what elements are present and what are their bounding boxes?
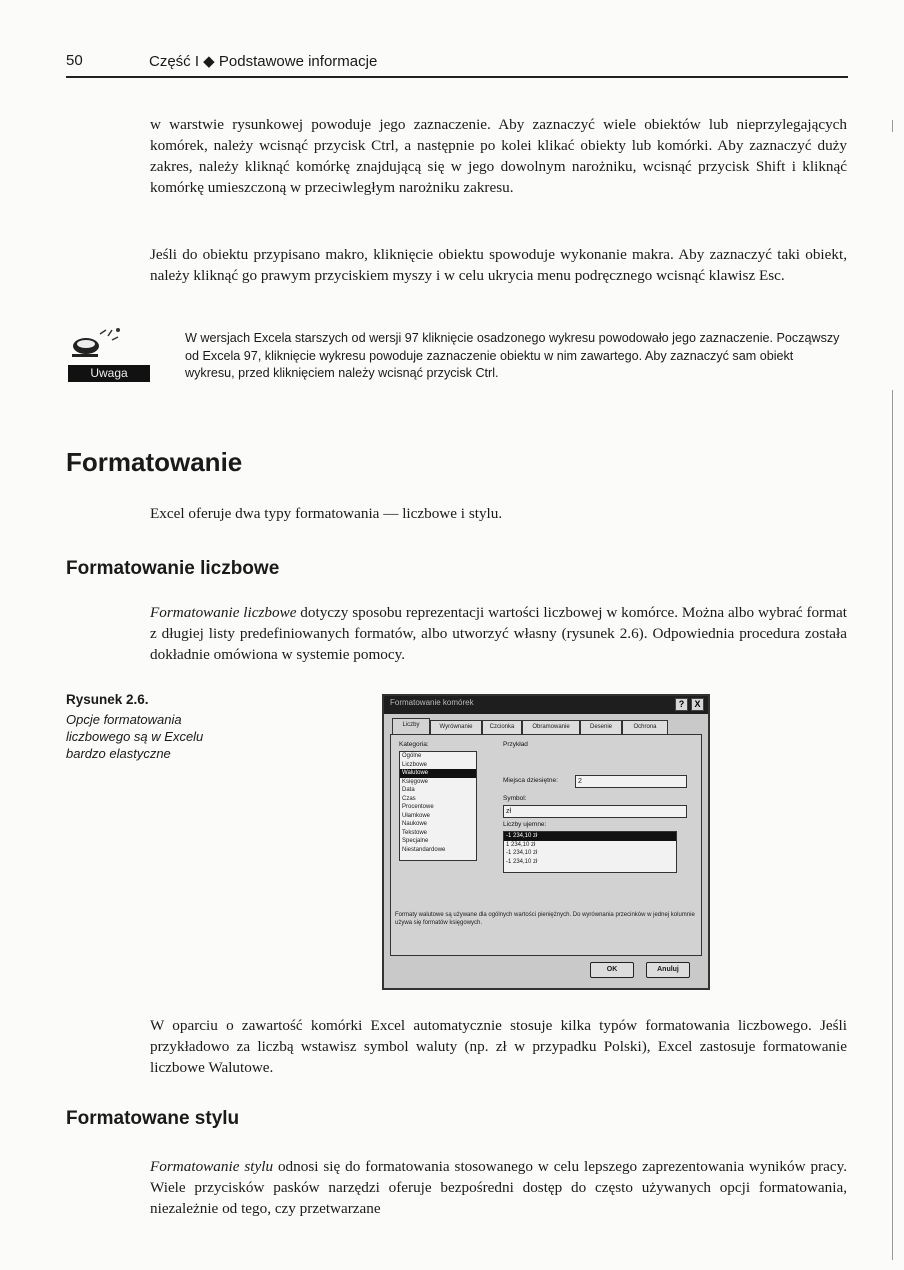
category-list[interactable] <box>399 751 477 861</box>
tab-font[interactable]: Czcionka <box>482 720 522 735</box>
list-item[interactable]: -1 234,10 zł <box>506 850 538 856</box>
format-cells-dialog <box>382 694 710 990</box>
decimals-input[interactable]: 2 <box>575 775 687 788</box>
decimals-label: Miejsca dziesiętne: <box>503 777 558 784</box>
tab-protection[interactable]: Ochrona <box>622 720 668 735</box>
cancel-button[interactable]: Anuluj <box>646 962 690 978</box>
list-item[interactable]: Czas <box>402 795 416 802</box>
note-text: W wersjach Excela starszych od wersji 97 kliknięcie osadzonego wykresu powodowało jego zaznaczenie. Począwszy od Excela 97, kliknięcie wykresu powoduje zaznaczenie obiektu w nim zawartego. Aby zaznaczyć sam obiekt wykresu, przed kliknięciem należy wcisnąć przycisk Ctrl. <box>185 331 840 380</box>
page-number: 50 <box>66 52 83 69</box>
list-item[interactable]: Księgowe <box>402 778 429 785</box>
paragraph-style-format <box>150 1156 847 1219</box>
list-item[interactable]: Ogólne <box>402 753 422 759</box>
ok-button[interactable]: OK <box>590 962 634 978</box>
note-badge: Uwaga <box>68 365 150 382</box>
list-item[interactable]: Ułamkowe <box>402 812 431 819</box>
section-title: Formatowanie <box>66 447 243 477</box>
page-header <box>66 50 848 78</box>
negatives-label: Liczby ujemne: <box>503 821 547 828</box>
paragraph-auto-format: W oparciu o zawartość komórki Excel automatycznie stosuje kilka typów formatowania liczbowego. Jeśli przykładowo za liczbą wstawisz symbol waluty (np. zł w przypadku Polski), Excel zastosuje formatowanie liczbowe Walutowe. <box>150 1017 847 1076</box>
help-button[interactable]: ? <box>675 698 688 711</box>
tab-numbers[interactable]: Liczby <box>392 718 430 735</box>
close-button[interactable]: X <box>691 698 704 711</box>
category-label: Kategoria: <box>399 741 429 748</box>
list-item[interactable]: Naukowe <box>402 821 428 827</box>
scan-mark <box>892 120 893 132</box>
list-item[interactable]: Specjalne <box>402 838 429 844</box>
term-number-format: Formatowanie liczbowe <box>150 604 297 621</box>
paragraph-selection: w warstwie rysunkowej powoduje jego zaznaczenie. Aby zaznaczyć wiele obiektów lub nieprzylegających komórek, należy wcisnąć przycisk Ctrl, a następnie po kolei klikać obiekty lub komórki. Aby zaznaczyć duży zakres, należy kliknąć komórkę znajdującą się w jego dowolnym narożniku, wcisnąć przycisk Shift i kliknąć komórkę umieszczoną w przeciwległym narożniku zakresu. <box>150 116 847 196</box>
numbers-panel <box>390 734 702 956</box>
style-format-text: odnosi się do formatowania stosowanego w celu lepszego zaprezentowania wyników pracy. Wiele przycisków pasków narzędzi oferuje bezpośredni dostęp do często używanych opcji formatowania, niezależnie od tego, czy przetwarzane <box>150 1158 847 1217</box>
list-item-selected[interactable]: Walutowe <box>400 769 476 778</box>
figure-label: Rysunek 2.6. <box>66 692 149 707</box>
paragraph-macro: Jeśli do obiektu przypisano makro, kliknięcie obiektu spowoduje wykonanie makra. Aby zaznaczyć taki obiekt, należy kliknąć go prawym przyciskiem myszy i w celu ukrycia menu podręcznego wcisnąć klawisz Esc. <box>150 246 847 284</box>
format-description: Formaty walutowe są używane dla ogólnych wartości pieniężnych. Do wyrównania przecinków w jednej kolumnie używa się formatów księgowych. <box>395 912 695 926</box>
term-style-format: Formatowanie stylu <box>150 1158 274 1175</box>
tab-alignment[interactable]: Wyrównanie <box>430 720 482 735</box>
figure-caption: Opcje formatowania liczbowego są w Excelu bardzo elastyczne <box>66 712 204 761</box>
symbol-select[interactable]: zł <box>503 805 687 818</box>
list-item-selected[interactable]: -1 234,10 zł <box>504 832 676 841</box>
negatives-list[interactable] <box>503 831 677 873</box>
list-item[interactable]: Procentowe <box>402 804 434 810</box>
symbol-label: Symbol: <box>503 795 527 802</box>
list-item[interactable]: -1 234,10 zł <box>506 858 538 865</box>
dialog-titlebar <box>384 696 708 714</box>
list-item[interactable]: Liczbowe <box>402 761 428 768</box>
paragraph-number-format <box>150 602 847 665</box>
tab-border[interactable]: Obramowanie <box>522 720 580 735</box>
tab-patterns[interactable]: Desenie <box>580 720 622 735</box>
running-title: Część I ◆ Podstawowe informacje <box>149 53 378 70</box>
list-item[interactable]: Tekstowe <box>402 829 428 836</box>
dialog-title: Formatowanie komórek <box>390 698 474 707</box>
number-format-text: dotyczy sposobu reprezentacji wartości liczbowej w komórce. Można albo wybrać format z długiej listy predefiniowanych formatów, albo utworzyć własny (rysunek 2.6). Odpowiednia procedura została dokładnie omówiona w systemie pomocy. <box>150 604 847 663</box>
list-item[interactable]: Data <box>402 787 415 793</box>
scan-edge <box>892 390 893 1260</box>
section-intro: Excel oferuje dwa typy formatowania — liczbowe i stylu. <box>150 505 503 522</box>
subsection-title-number: Formatowanie liczbowe <box>66 558 280 579</box>
subsection-title-style: Formatowane stylu <box>66 1108 240 1129</box>
dialog-tabs <box>390 720 702 734</box>
list-item[interactable]: Niestandardowe <box>402 846 446 853</box>
list-item[interactable]: 1 234,10 zł <box>506 841 536 848</box>
sample-label: Przykład <box>503 741 528 748</box>
